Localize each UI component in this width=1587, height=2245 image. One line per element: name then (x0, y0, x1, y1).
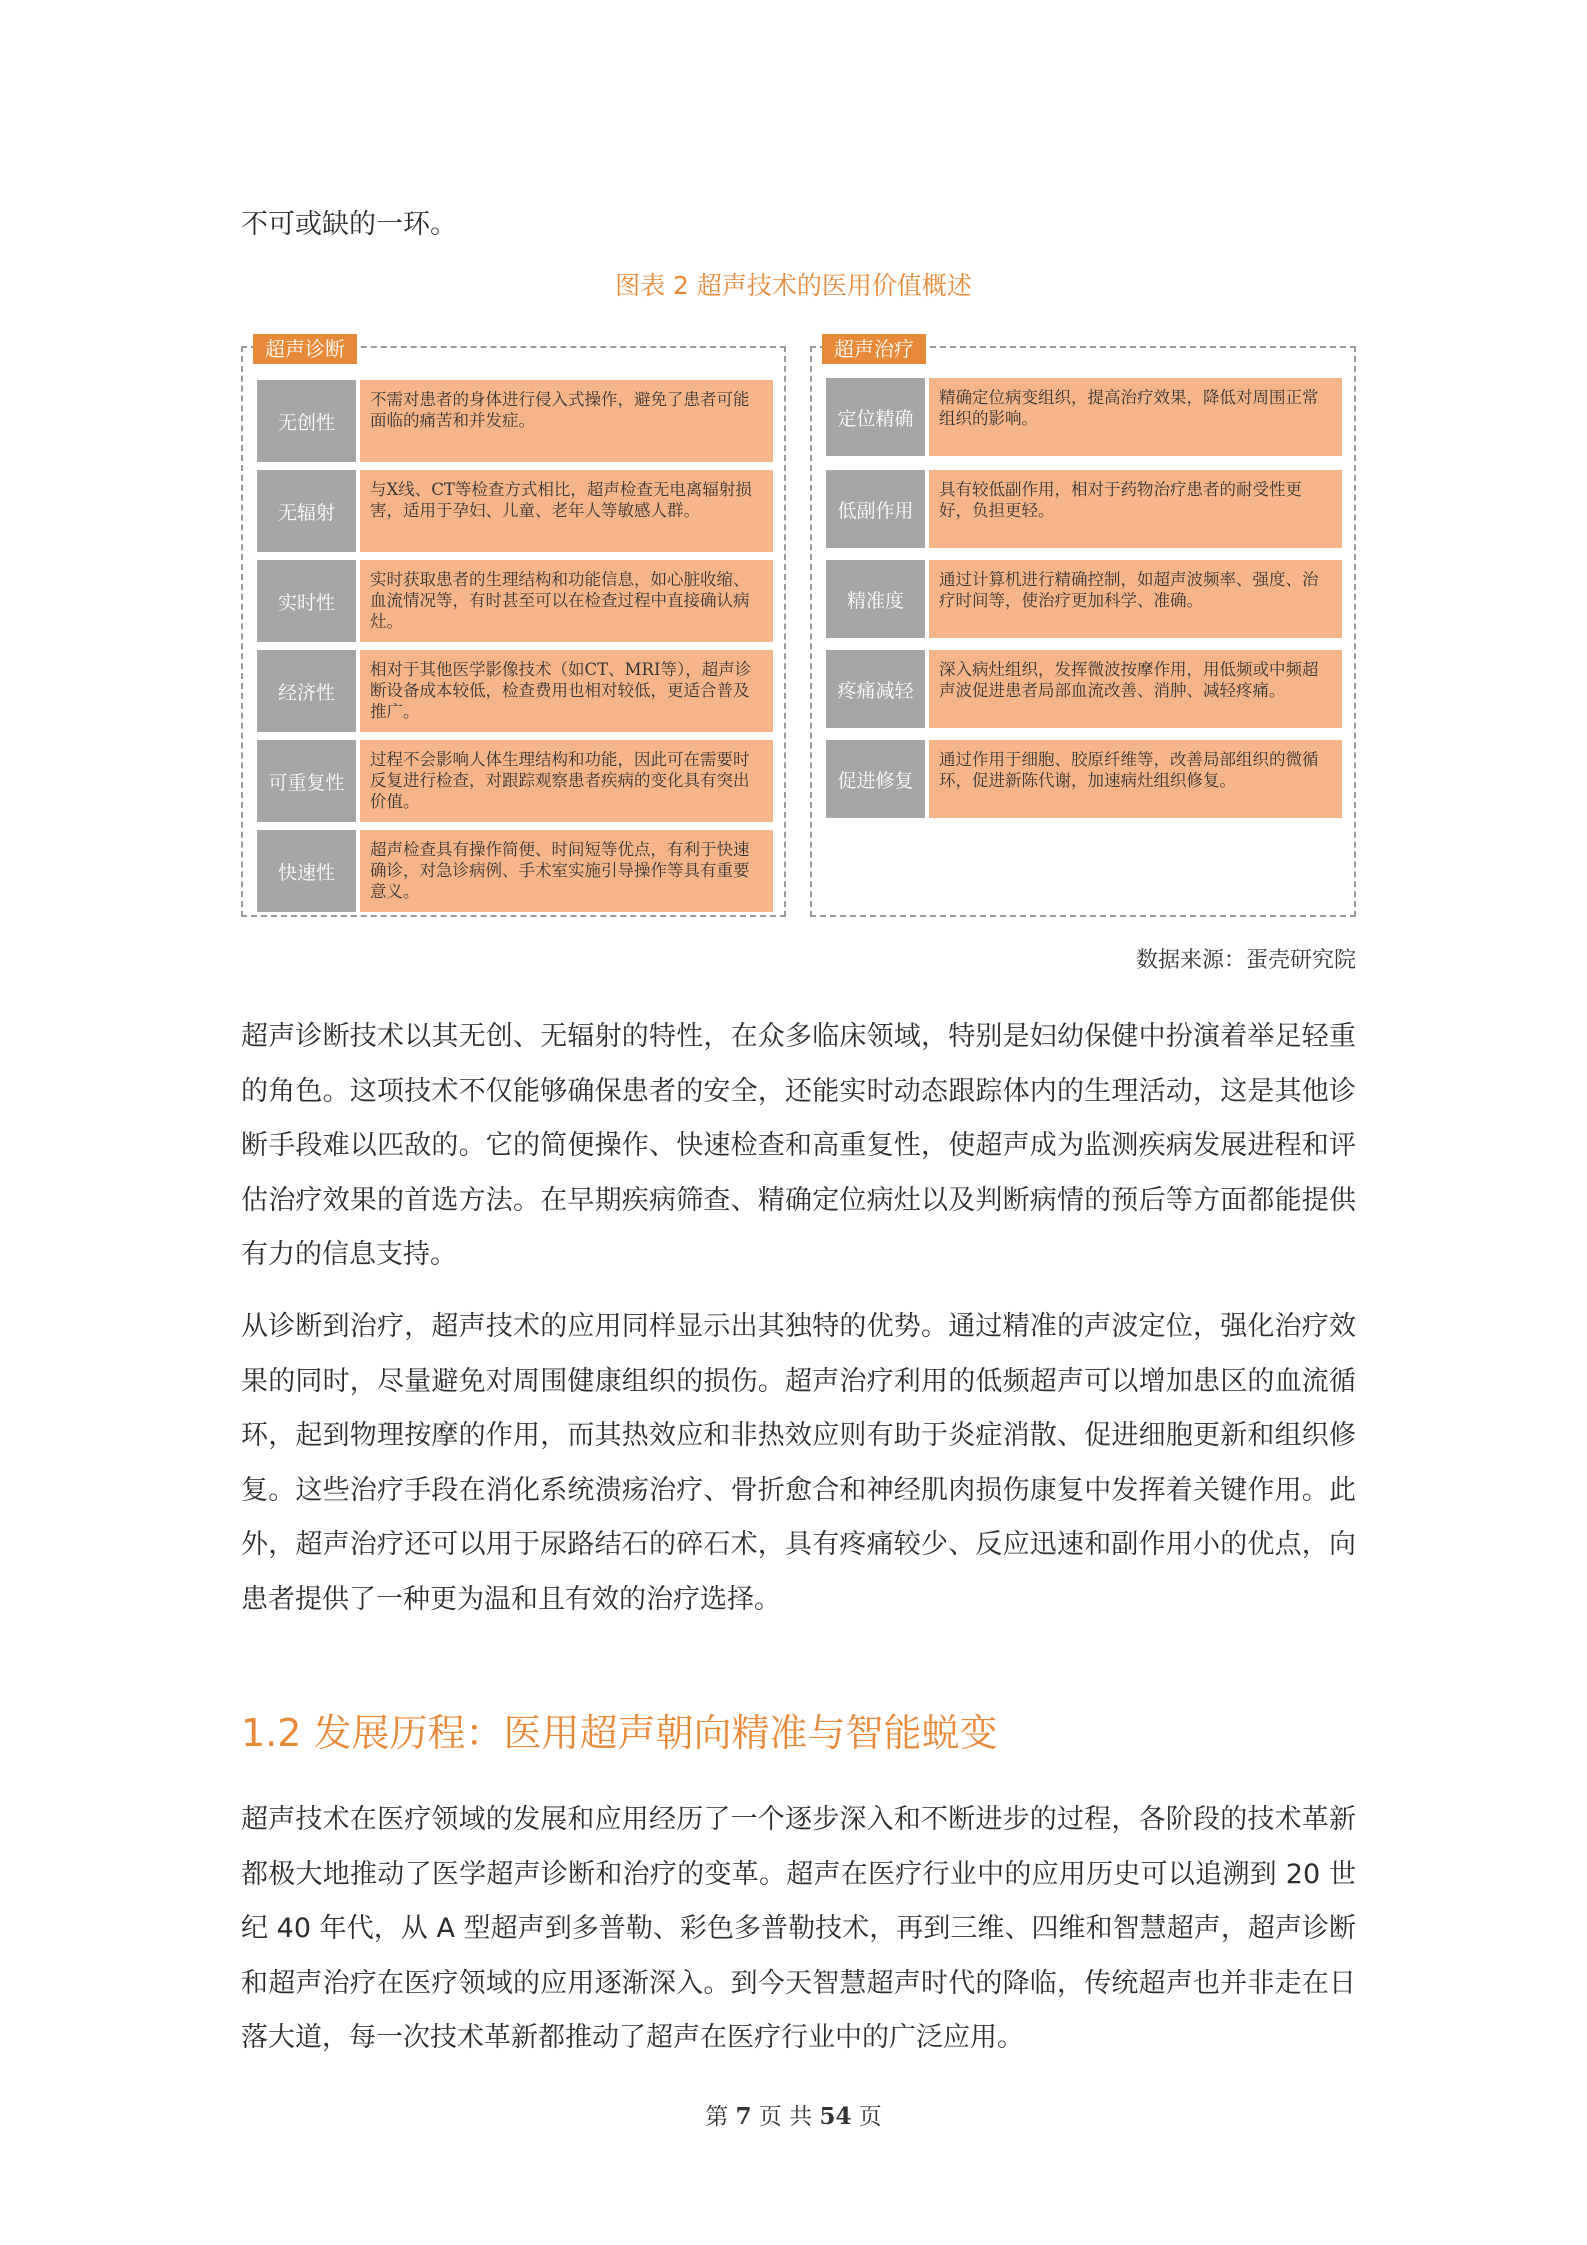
diagnosis-row-label: 经济性 (257, 650, 356, 732)
therapy-row-label: 疼痛减轻 (826, 650, 925, 728)
therapy-row (826, 650, 1342, 728)
diagnosis-row-desc: 过程不会影响人体生理结构和功能，因此可在需要时反复进行检查，对跟踪观察患者疾病的变化具有突出价值。 (360, 740, 773, 822)
panel-ultrasound-therapy (810, 337, 1356, 917)
panel-tag-therapy: 超声治疗 (822, 334, 926, 364)
diagnosis-row-desc: 与X线、CT等检查方式相比，超声检查无电离辐射损害，适用于孕妇、儿童、老年人等敏感人群。 (360, 470, 773, 552)
therapy-row-desc: 深入病灶组织，发挥微波按摩作用，用低频或中频超声波促进患者局部血流改善、消肿、减轻疼痛。 (929, 650, 1342, 728)
body-paragraph: 从诊断到治疗，超声技术的应用同样显示出其独特的优势。通过精准的声波定位，强化治疗效果的同时，尽量避免对周围健康组织的损伤。超声治疗利用的低频超声可以增加患区的血流循环，起到物理按摩的作用，而其热效应和非热效应则有助于炎症消散、促进细胞更新和组织修复。这些治疗手段在消化系统溃疡治疗、骨折愈合和神经肌肉损伤康复中发挥着关键作用。此外，超声治疗还可以用于尿路结石的碎石术，具有疼痛较少、反应迅速和副作用小的优点，向患者提供了一种更为温和且有效的治疗选择。 (241, 1311, 1356, 1615)
diagnosis-row-desc: 实时获取患者的生理结构和功能信息，如心脏收缩、血流情况等，有时甚至可以在检查过程中直接确认病灶。 (360, 560, 773, 642)
diagnosis-row (257, 560, 773, 642)
diagnosis-row (257, 380, 773, 462)
therapy-row (826, 560, 1342, 638)
diagnosis-row-desc: 超声检查具有操作简便、时间短等优点，有利于快速确诊，对急诊病例、手术室实施引导操作等具有重要意义。 (360, 830, 773, 912)
therapy-row-desc: 精确定位病变组织，提高治疗效果，降低对周围正常组织的影响。 (929, 378, 1342, 456)
diagnosis-row-desc: 相对于其他医学影像技术（如CT、MRI等），超声诊断设备成本较低，检查费用也相对较低，更适合普及推广。 (360, 650, 773, 732)
panel-tag-diagnosis: 超声诊断 (253, 334, 357, 364)
source-note: 数据来源：蛋壳研究院 (1135, 948, 1356, 973)
diagnosis-row-desc: 不需对患者的身体进行侵入式操作，避免了患者可能面临的痛苦和并发症。 (360, 380, 773, 462)
body-paragraph: 超声诊断技术以其无创、无辐射的特性，在众多临床领域，特别是妇幼保健中扮演着举足轻重的角色。这项技术不仅能够确保患者的安全，还能实时动态跟踪体内的生理活动，这是其他诊断手段难以匹敌的。它的简便操作、快速检查和高重复性，使超声成为监测疾病发展进程和评估治疗效果的首选方法。在早期疾病筛查、精确定位病灶以及判断病情的预后等方面都能提供有力的信息支持。 (241, 1021, 1356, 1270)
therapy-row-label: 低副作用 (826, 470, 925, 548)
diagnosis-row-label: 快速性 (257, 830, 356, 912)
therapy-row-desc: 具有较低副作用，相对于药物治疗患者的耐受性更好，负担更轻。 (929, 470, 1342, 548)
footer-page-number: 7 (735, 2103, 752, 2130)
diagnosis-row (257, 470, 773, 552)
figure-caption: 图表 2 超声技术的医用价值概述 (615, 271, 972, 300)
page-footer (0, 2098, 1587, 2131)
therapy-row (826, 378, 1342, 456)
section-heading: 1.2 发展历程：医用超声朝向精准与智能蜕变 (241, 1711, 998, 1755)
therapy-row-desc: 通过作用于细胞、胶原纤维等，改善局部组织的微循环，促进新陈代谢，加速病灶组织修复。 (929, 740, 1342, 818)
section-paragraph: 超声技术在医疗领域的发展和应用经历了一个逐步深入和不断进步的过程，各阶段的技术革新都极大地推动了医学超声诊断和治疗的变革。超声在医疗行业中的应用历史可以追溯到 20 世纪 40 年代，从 A 型超声到多普勒、彩色多普勒技术，再到三维、四维和智慧超声，超声诊断和超声治疗在医疗领域的应用逐渐深入。到今天智慧超声时代的降临，传统超声也并非走在日落大道，每一次技术革新都推动了超声在医疗行业中的广泛应用。 (241, 1804, 1356, 2053)
therapy-row-desc: 通过计算机进行精确控制，如超声波频率、强度、治疗时间等，使治疗更加科学、准确。 (929, 560, 1342, 638)
therapy-row (826, 740, 1342, 818)
diagnosis-row (257, 740, 773, 822)
therapy-row (826, 470, 1342, 548)
diagnosis-row-label: 可重复性 (257, 740, 356, 822)
therapy-row-label: 定位精确 (826, 378, 925, 456)
footer-prefix: 第 (705, 2104, 729, 2130)
diagnosis-row-label: 无创性 (257, 380, 356, 462)
therapy-row-label: 促进修复 (826, 740, 925, 818)
diagnosis-row (257, 650, 773, 732)
diagnosis-row (257, 830, 773, 912)
footer-total-pages: 54 (819, 2103, 852, 2130)
footer-middle: 页 共 (758, 2104, 813, 2130)
panel-ultrasound-diagnosis (241, 337, 786, 917)
therapy-row-label: 精准度 (826, 560, 925, 638)
diagnosis-row-label: 无辐射 (257, 470, 356, 552)
diagnosis-row-label: 实时性 (257, 560, 356, 642)
intro-line: 不可或缺的一环。 (241, 209, 457, 240)
footer-suffix: 页 (858, 2104, 882, 2130)
